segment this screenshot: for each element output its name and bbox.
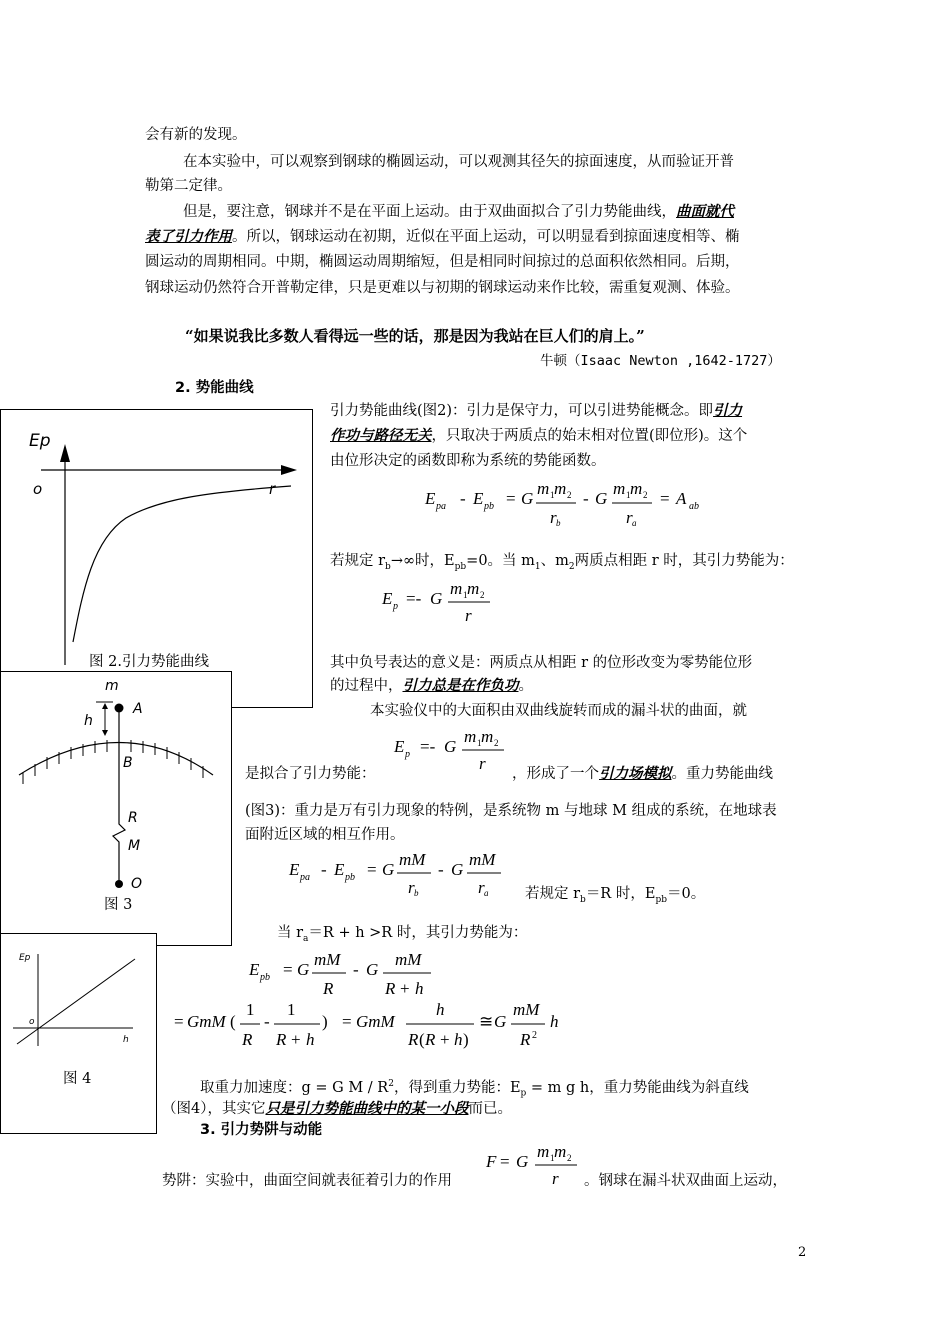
text: 若规定 r (330, 553, 386, 569)
svg-text:+: + (400, 979, 410, 998)
svg-text:p: p (405, 749, 410, 760)
svg-text:m: m (554, 1142, 567, 1161)
text: ＝R + h >R 时，其引力势能为： (308, 925, 528, 941)
svg-text:=: = (660, 489, 670, 508)
equation-potential-energy (378, 578, 518, 628)
subscript: p (520, 1088, 527, 1099)
svg-text:): ) (463, 1030, 469, 1049)
origin-label: o (29, 1017, 35, 1027)
subscript: pb (454, 561, 467, 572)
section2-line-7: 本实验仪中的大面积由双曲线旋转而成的漏斗状的曲面，就 (370, 703, 747, 719)
svg-text:1: 1 (477, 738, 482, 748)
svg-text:A: A (676, 489, 687, 508)
svg-text:mM: mM (469, 850, 496, 869)
emphasis-text: 引力 (713, 402, 743, 419)
height-h-label: h (84, 713, 93, 729)
intro-line-3: 勒第二定律。 (145, 178, 232, 194)
newton-quote: “如果说我比多数人看得远一些的话，那是因为我站在巨人们的肩上。” (185, 327, 645, 345)
equation-work-potential (420, 478, 720, 530)
subscript: b (580, 894, 586, 905)
text: 引力势能曲线(图2)：引力是保守力，可以引进势能概念。即 (330, 403, 714, 419)
svg-text:G: G (382, 860, 395, 879)
section3-line-1a: 势阱：实验中，曲面空间就表征着引力的作用 (162, 1173, 452, 1189)
text: 若规定 r (525, 886, 581, 902)
svg-text:2: 2 (567, 1153, 572, 1163)
text: 两质点相距 r 时，其引力势能为： (574, 553, 794, 569)
earth-mass-label: M (128, 838, 141, 854)
section2-line-11 (525, 883, 705, 911)
svg-text:h: h (415, 979, 424, 998)
svg-text:=: = (500, 1152, 510, 1171)
svg-text:r: r (479, 754, 486, 773)
text: 的过程中， (330, 678, 403, 694)
svg-text:R: R (385, 979, 396, 998)
emphasis-text: 引力总是在作负功 (402, 677, 519, 694)
svg-text:mM: mM (395, 950, 422, 969)
svg-text:h: h (436, 1000, 445, 1019)
subscript: a (303, 933, 309, 944)
section2-line-14 (162, 1098, 512, 1121)
svg-text:G: G (297, 960, 310, 979)
svg-text:pb: pb (260, 972, 270, 983)
svg-text:1: 1 (626, 490, 631, 500)
svg-text:-: - (460, 489, 466, 508)
figure-2 (0, 409, 313, 708)
y-axis-label: Ep (19, 953, 31, 963)
emphasis-text: 引力场模拟 (599, 765, 672, 782)
intro-line-6: 圆运动的周期相同。中期，椭圆运动周期缩短，但是相同时间掠过的总面积依然相同。后期， (145, 254, 740, 270)
text: （图4），其实它 (162, 1101, 266, 1117)
section2-line-9: (图3)：重力是万有引力现象的特例，是系统物 m 与地球 M 组成的系统，在地球表 (245, 803, 777, 819)
section2-line-5: 其中负号表达的意义是：两质点从相距 r 的位形改变为零势能位形 (330, 655, 753, 671)
svg-text:pb: pb (345, 872, 355, 883)
svg-text:R: R (276, 1030, 287, 1049)
point-b-label: B (123, 755, 133, 771)
center-o-label: O (131, 876, 143, 892)
svg-text:h: h (306, 1030, 315, 1049)
svg-text:p: p (393, 601, 398, 612)
svg-text:(: ( (230, 1012, 236, 1031)
figure-4 (0, 933, 157, 1134)
svg-text:r: r (552, 1169, 559, 1188)
svg-text:2: 2 (643, 490, 648, 500)
section2-line-1 (330, 400, 742, 423)
svg-text:m: m (464, 727, 477, 746)
svg-text:r: r (550, 508, 557, 527)
svg-text:E: E (473, 489, 484, 508)
superscript: 2 (388, 1079, 394, 1089)
svg-text:E: E (289, 860, 300, 879)
svg-text:=-: =- (420, 737, 436, 756)
svg-text:E: E (394, 737, 405, 756)
svg-text:-: - (353, 960, 359, 979)
text: ，得到重力势能：E (393, 1079, 521, 1096)
equation-potential-inline (390, 726, 520, 776)
emphasis-text: 作功与路径无关 (330, 427, 432, 444)
point-a-label: A (133, 701, 143, 717)
svg-text:r: r (478, 878, 485, 897)
svg-text:-: - (438, 860, 444, 879)
svg-text:1: 1 (550, 490, 555, 500)
svg-text:E: E (382, 589, 393, 608)
svg-text:m: m (450, 579, 463, 598)
emphasis-text: 表了引力作用 (145, 228, 232, 245)
section2-line-3: 由位形决定的函数即称为系统的势能函数。 (330, 453, 606, 469)
svg-text:m: m (467, 579, 480, 598)
text: =0。当 m (466, 553, 535, 569)
radius-r-label: R (128, 810, 138, 826)
svg-text:=-: =- (406, 589, 422, 608)
section2-line-4 (330, 550, 794, 578)
svg-text:GmM: GmM (356, 1012, 395, 1031)
section-heading-2: 2. 势能曲线 (175, 380, 254, 396)
subscript: 1 (534, 561, 541, 572)
svg-text:+: + (440, 1030, 450, 1049)
svg-text:b: b (414, 888, 419, 898)
svg-text:b: b (556, 518, 561, 528)
emphasis-text: 曲面就代 (676, 203, 734, 220)
section2-line-2 (330, 425, 747, 448)
svg-text:R: R (425, 1030, 436, 1049)
text: 而已。 (468, 1101, 512, 1117)
section2-line-6 (330, 675, 533, 698)
svg-text:G: G (451, 860, 464, 879)
svg-text:pa: pa (436, 501, 446, 512)
svg-text:a: a (484, 888, 489, 898)
svg-text:h: h (454, 1030, 463, 1049)
text: 当 r (277, 925, 304, 941)
svg-text:R: R (242, 1030, 253, 1049)
svg-text:pa: pa (300, 872, 310, 883)
equation-gravity-difference (285, 848, 515, 900)
svg-text:E: E (249, 960, 260, 979)
intro-text: 。所以，钢球运动在初期，近似在平面上运动，可以明显看到掠面速度相等、椭 (232, 229, 740, 245)
section2-line-8b (512, 763, 773, 786)
svg-text:m: m (481, 727, 494, 746)
svg-text:m: m (630, 479, 643, 498)
svg-text:pb: pb (484, 501, 494, 512)
subscript: pb (655, 894, 667, 905)
figure-2-caption: 图 2.引力势能曲线 (89, 654, 209, 670)
svg-text:m: m (613, 479, 626, 498)
svg-text:a: a (632, 518, 637, 528)
svg-text:-: - (264, 1012, 270, 1031)
svg-text:=: = (367, 860, 377, 879)
section2-line-12 (277, 922, 527, 950)
svg-text:1: 1 (287, 1000, 296, 1019)
intro-line-2: 在本实验中，可以观察到钢球的椭圆运动，可以观测其径矢的掠面速度，从而验证开普 (183, 154, 734, 170)
text: 。 (518, 678, 533, 694)
origin-label: o (33, 480, 43, 498)
intro-line-5 (145, 226, 740, 249)
svg-text:R: R (408, 1030, 419, 1049)
svg-text:=: = (283, 960, 293, 979)
svg-text:G: G (444, 737, 457, 756)
svg-text:1: 1 (463, 590, 468, 600)
svg-text:1: 1 (246, 1000, 255, 1019)
svg-text:G: G (366, 960, 379, 979)
text: ，形成了一个 (512, 766, 599, 782)
gravity-energy-line (1, 934, 156, 1133)
svg-text:m: m (537, 1142, 550, 1161)
svg-text:m: m (554, 479, 567, 498)
y-axis-label: Ep (29, 431, 51, 451)
svg-text:mM: mM (399, 850, 426, 869)
svg-text:E: E (425, 489, 436, 508)
svg-text:r: r (465, 606, 472, 625)
text: 、m (540, 553, 569, 569)
svg-text:2: 2 (494, 738, 499, 748)
equation-gravity-potential (245, 948, 445, 1002)
svg-text:=: = (174, 1012, 184, 1031)
text: ＝R 时，E (585, 886, 656, 902)
svg-text:G: G (595, 489, 608, 508)
svg-text:2: 2 (532, 1030, 537, 1041)
section-heading-3: 3. 引力势阱与动能 (200, 1122, 323, 1138)
svg-text:(: ( (419, 1030, 425, 1049)
mass-m-label: m (105, 678, 119, 694)
svg-text:-: - (583, 489, 589, 508)
text: ，只取决于两质点的始末相对位置(即位形)。这个 (431, 428, 748, 444)
page-number: 2 (798, 1245, 807, 1260)
subscript: b (385, 561, 391, 572)
svg-text:+: + (291, 1030, 301, 1049)
svg-text:G: G (521, 489, 534, 508)
figure-3 (0, 671, 232, 946)
intro-line-4 (183, 201, 734, 224)
svg-text:r: r (626, 508, 633, 527)
svg-text:G: G (494, 1012, 507, 1031)
emphasis-text: 只是引力势能曲线中的某一小段 (265, 1100, 469, 1117)
svg-text:ab: ab (689, 501, 699, 512)
svg-text:h: h (550, 1012, 559, 1031)
svg-text:F: F (486, 1152, 497, 1171)
text: 取重力加速度：g = G M / R (200, 1079, 389, 1096)
svg-text:-: - (321, 860, 327, 879)
svg-text:=: = (342, 1012, 352, 1031)
section3-line-1b: 。钢球在漏斗状双曲面上运动， (584, 1173, 787, 1189)
svg-text:R: R (323, 979, 334, 998)
equation-gravity-approx (170, 996, 590, 1054)
intro-text: 但是，要注意，钢球并不是在平面上运动。由于双曲面拟合了引力势能曲线， (183, 204, 676, 220)
text: →∞时，E (390, 553, 455, 569)
text: 。重力势能曲线 (671, 766, 773, 782)
equation-gravity-force (482, 1138, 592, 1190)
quote-author: 牛顿（Isaac Newton ,1642-1727） (540, 353, 781, 369)
svg-text:R: R (520, 1030, 531, 1049)
svg-text:mM: mM (314, 950, 341, 969)
section2-line-10: 面附近区域的相互作用。 (245, 827, 405, 843)
subscript: 2 (568, 561, 575, 572)
section2-line-8a: 是拟合了引力势能： (245, 766, 376, 782)
svg-text:): ) (322, 1012, 328, 1031)
text: ＝0。 (666, 886, 706, 902)
svg-text:GmM: GmM (187, 1012, 226, 1031)
svg-text:=: = (506, 489, 516, 508)
svg-text:2: 2 (480, 590, 485, 600)
svg-text:mM: mM (513, 1000, 540, 1019)
svg-text:E: E (334, 860, 345, 879)
svg-text:2: 2 (567, 490, 572, 500)
intro-line-7: 钢球运动仍然符合开普勒定律，只是更难以与初期的钢球运动来作比较，需重复观测、体验。 (145, 280, 740, 296)
x-axis-label: h (123, 1035, 129, 1045)
figure-4-caption: 图 4 (63, 1071, 92, 1087)
intro-line-1: 会有新的发现。 (145, 127, 247, 143)
svg-text:r: r (408, 878, 415, 897)
svg-text:G: G (430, 589, 443, 608)
text: = m g h，重力势能曲线为斜直线 (526, 1079, 749, 1096)
svg-text:≅: ≅ (479, 1012, 494, 1031)
svg-text:1: 1 (550, 1153, 555, 1163)
x-axis-label: r (269, 480, 276, 498)
figure-3-caption: 图 3 (104, 897, 133, 913)
svg-text:G: G (516, 1152, 529, 1171)
svg-text:m: m (537, 479, 550, 498)
